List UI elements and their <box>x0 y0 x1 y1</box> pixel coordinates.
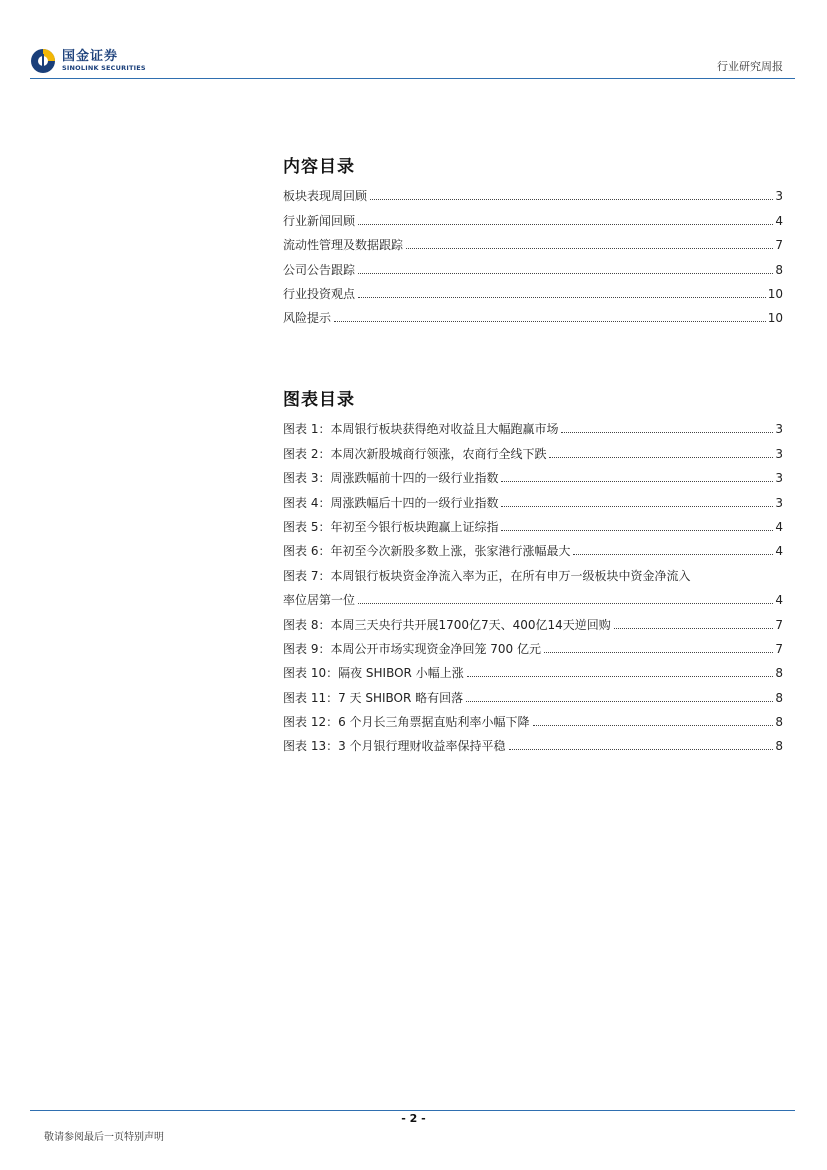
dot-leader <box>358 297 766 298</box>
footer-disclaimer: 敬请参阅最后一页特别声明 <box>44 1132 164 1143</box>
figure-entry-page: 3 <box>775 495 783 510</box>
figure-entry-page: 3 <box>775 422 783 437</box>
figure-entry[interactable] <box>283 559 783 608</box>
dot-leader <box>334 321 766 322</box>
figure-entry-text: 图表 2：本周次新股城商行领涨，农商行全线下跌 <box>283 446 547 461</box>
figure-entry-text: 图表 13：3 个月银行理财收益率保持平稳 <box>283 739 506 754</box>
figure-entry[interactable] <box>283 535 783 559</box>
dot-leader <box>466 701 773 702</box>
dot-leader <box>358 224 773 225</box>
figure-entry[interactable] <box>283 730 783 754</box>
toc-entry-text: 行业新闻回顾 <box>283 213 356 228</box>
toc-entry-text: 风险提示 <box>283 311 332 326</box>
logo-english-name: SINOLINK SECURITIES <box>62 64 146 73</box>
dot-leader <box>370 199 773 200</box>
toc-entry-text: 行业投资观点 <box>283 286 356 301</box>
dot-leader <box>501 530 773 531</box>
figure-entry-page: 4 <box>775 544 783 559</box>
figure-entry-page: 8 <box>775 739 783 754</box>
figure-entry[interactable] <box>283 462 783 486</box>
toc-entry-page: 3 <box>775 189 783 204</box>
figure-entry[interactable] <box>283 413 783 437</box>
figure-entry[interactable] <box>283 437 783 461</box>
figure-entry[interactable] <box>283 657 783 681</box>
dot-leader <box>501 481 773 482</box>
dot-leader <box>561 432 773 433</box>
figure-entry-text-line1: 图表 7：本周银行板块资金净流入率为正，在所有申万一级板块中资金净流入 <box>283 568 691 583</box>
figure-entry-text: 图表 6：年初至今次新股多数上涨，张家港行涨幅最大 <box>283 544 571 559</box>
figures-title: 图表目录 <box>283 390 355 410</box>
toc-entry-page: 4 <box>775 213 783 228</box>
figure-entry[interactable] <box>283 486 783 510</box>
page-header <box>30 44 795 78</box>
contents-title: 内容目录 <box>283 157 355 177</box>
toc-entry[interactable] <box>283 253 783 277</box>
dot-leader <box>509 749 774 750</box>
toc-entry-page: 10 <box>767 286 783 301</box>
figure-entry-text: 图表 3：周涨跌幅前十四的一级行业指数 <box>283 471 499 486</box>
toc-entry[interactable] <box>283 204 783 228</box>
figure-entry-text: 图表 8：本周三天央行共开展1700亿7天、400亿14天逆回购 <box>283 617 611 632</box>
figures-toc <box>283 385 783 754</box>
toc-entry[interactable] <box>283 278 783 302</box>
toc-entry-text: 公司公告跟踪 <box>283 262 356 277</box>
toc-entry-page: 7 <box>775 238 783 253</box>
figure-entry-text: 图表 4：周涨跌幅后十四的一级行业指数 <box>283 495 499 510</box>
figure-entry-page: 7 <box>775 641 783 656</box>
contents-toc <box>283 152 783 326</box>
figure-entry-text: 图表 1：本周银行板块获得绝对收益且大幅跑赢市场 <box>283 422 559 437</box>
figure-entry-page: 8 <box>775 690 783 705</box>
dot-leader <box>501 506 773 507</box>
figure-entry-page: 3 <box>775 471 783 486</box>
figure-entry-page: 4 <box>775 519 783 534</box>
figure-entry[interactable] <box>283 706 783 730</box>
figure-entry-text: 图表 11：7 天 SHIBOR 略有回落 <box>283 690 464 705</box>
figure-entry[interactable] <box>283 511 783 535</box>
toc-entry[interactable] <box>283 180 783 204</box>
figure-entry-text-line2: 率位居第一位 <box>283 593 356 608</box>
figure-entry-page: 4 <box>775 593 783 608</box>
figure-entry-text: 图表 10：隔夜 SHIBOR 小幅上涨 <box>283 666 464 681</box>
figure-entry[interactable] <box>283 633 783 657</box>
report-type-label: 行业研究周报 <box>717 60 783 73</box>
page-number: - 2 - <box>401 1112 426 1125</box>
dot-leader <box>544 652 773 653</box>
toc-entry-text: 流动性管理及数据跟踪 <box>283 238 404 253</box>
header-divider <box>30 78 795 79</box>
figure-entry-page: 3 <box>775 446 783 461</box>
dot-leader <box>406 248 773 249</box>
figure-entry-text: 图表 5：年初至今银行板块跑赢上证综指 <box>283 519 499 534</box>
dot-leader <box>467 676 774 677</box>
figure-entry-page: 8 <box>775 666 783 681</box>
figure-entry[interactable] <box>283 681 783 705</box>
dot-leader <box>549 457 773 458</box>
dot-leader <box>533 725 774 726</box>
dot-leader <box>614 628 774 629</box>
figure-entry-page: 7 <box>775 617 783 632</box>
figure-entry-page: 8 <box>775 715 783 730</box>
figure-entry[interactable] <box>283 608 783 632</box>
company-logo <box>30 44 146 78</box>
logo-chinese-name: 国金证券 <box>62 49 119 65</box>
sinolink-logo-icon <box>30 48 56 74</box>
toc-entry-text: 板块表现周回顾 <box>283 189 368 204</box>
toc-entry[interactable] <box>283 229 783 253</box>
toc-entry-page: 10 <box>767 311 783 326</box>
dot-leader <box>573 554 773 555</box>
footer-divider <box>30 1110 795 1111</box>
figure-entry-text: 图表 12：6 个月长三角票据直贴利率小幅下降 <box>283 715 530 730</box>
dot-leader <box>358 273 773 274</box>
toc-entry-page: 8 <box>775 262 783 277</box>
dot-leader <box>358 603 773 604</box>
toc-entry[interactable] <box>283 302 783 326</box>
figure-entry-text: 图表 9：本周公开市场实现资金净回笼 700 亿元 <box>283 641 541 656</box>
